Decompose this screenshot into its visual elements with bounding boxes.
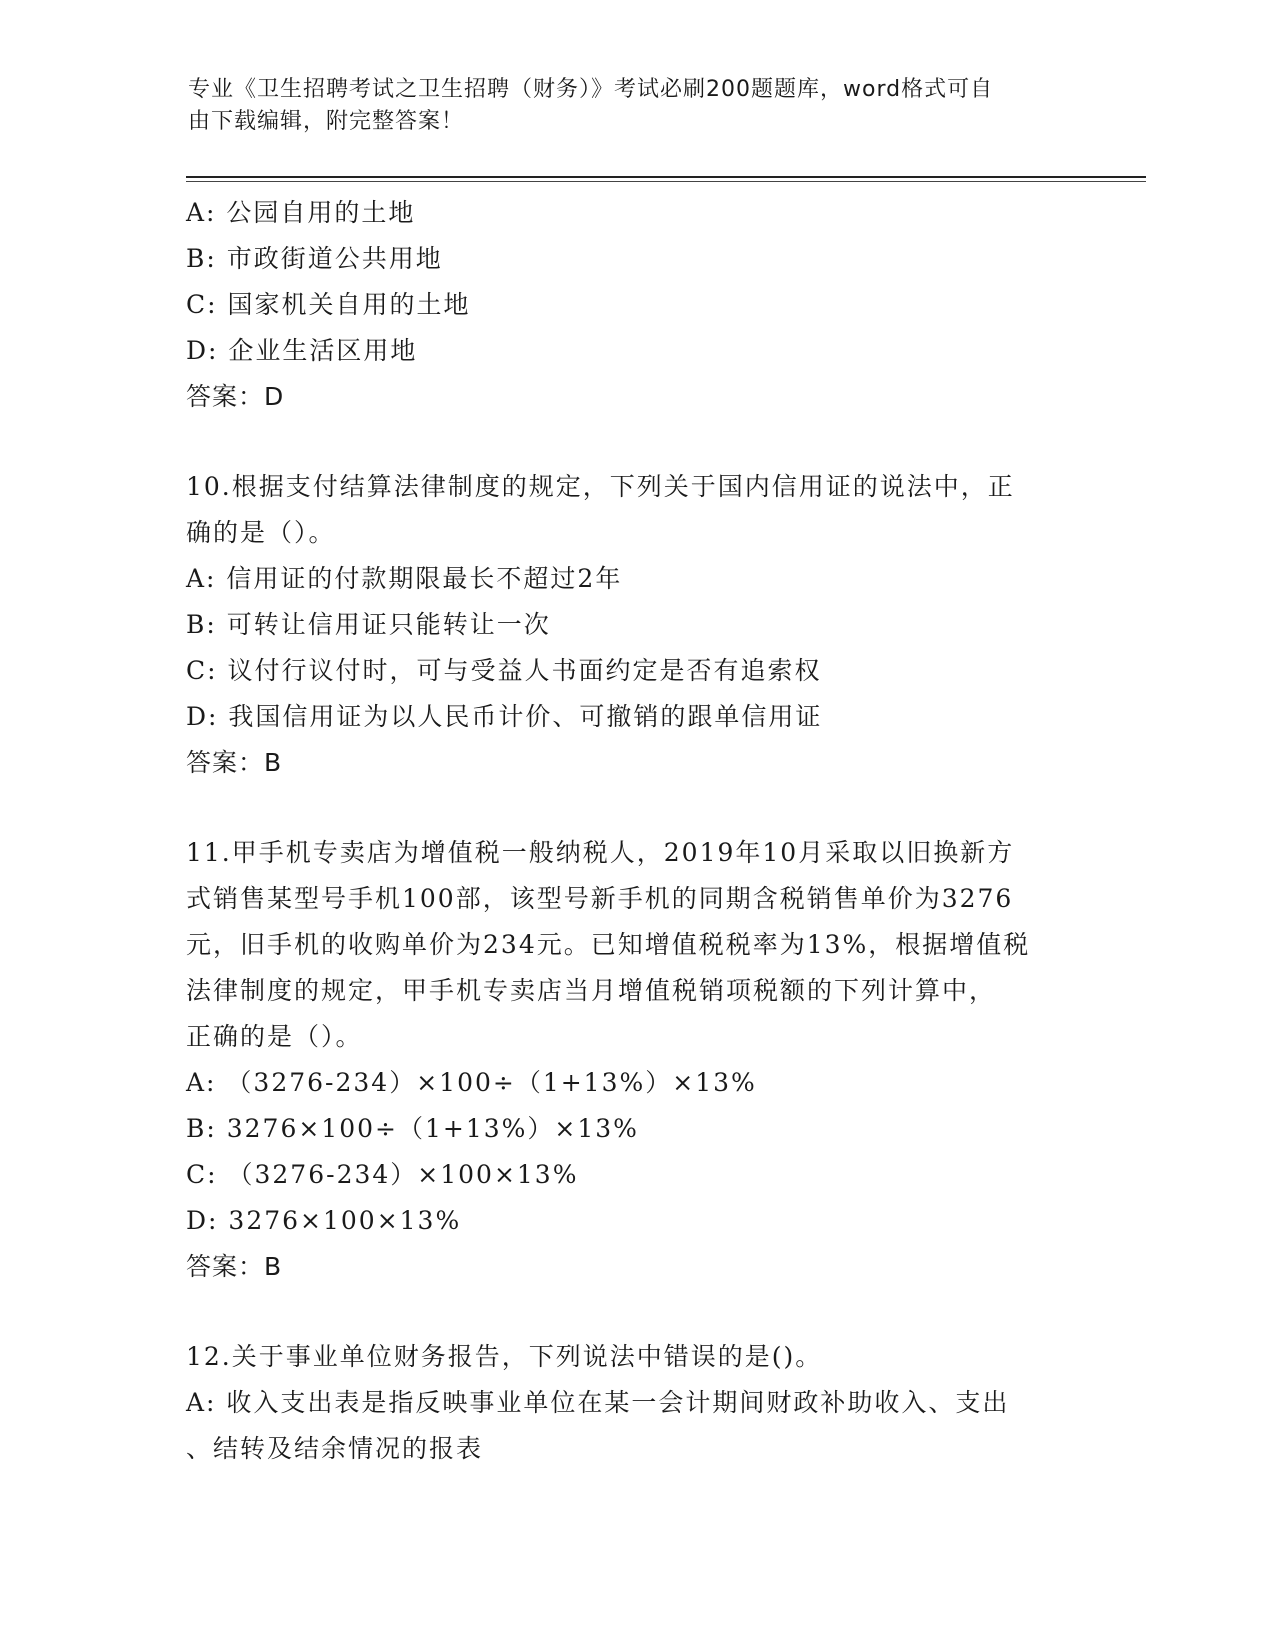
option-a-continued: 、结转及结余情况的报表	[186, 1434, 484, 1463]
option-b: B: 市政街道公共用地	[186, 244, 443, 273]
question-stem-line: 确的是（）。	[186, 518, 336, 547]
question-stem-line: 元，旧手机的收购单价为234元。已知增值税税率为13%，根据增值税	[186, 930, 1031, 959]
spacer	[186, 420, 1086, 464]
answer-label: 答案：B	[186, 1252, 283, 1281]
question-stem-line: 正确的是（）。	[186, 1022, 363, 1051]
header-divider-thick	[186, 176, 1146, 178]
option-d: D: 3276×100×13%	[186, 1206, 462, 1235]
answer-label: 答案：D	[186, 382, 285, 411]
option-a: A: 收入支出表是指反映事业单位在某一会计期间财政补助收入、支出	[186, 1388, 1010, 1417]
option-c: C: 议付行议付时，可与受益人书面约定是否有追索权	[186, 656, 822, 685]
option-c: C: 国家机关自用的土地	[186, 290, 471, 319]
question-stem-line: 12.关于事业单位财务报告，下列说法中错误的是()。	[186, 1342, 823, 1371]
question-stem-line: 式销售某型号手机100部，该型号新手机的同期含税销售单价为3276	[186, 884, 1014, 913]
option-a: A: 信用证的付款期限最长不超过2年	[186, 564, 623, 593]
spacer	[186, 786, 1086, 830]
header-line-1: 专业《卫生招聘考试之卫生招聘（财务）》考试必刷200题题库，word格式可自	[188, 77, 994, 102]
option-d: D: 我国信用证为以人民币计价、可撤销的跟单信用证	[186, 702, 823, 731]
option-c: C: （3276-234）×100×13%	[186, 1160, 579, 1189]
option-d: D: 企业生活区用地	[186, 336, 418, 365]
option-a: A: （3276-234）×100÷（1+13%）×13%	[186, 1068, 757, 1097]
option-b: B: 可转让信用证只能转让一次	[186, 610, 551, 639]
question-9	[186, 190, 1086, 420]
question-12	[186, 1334, 1086, 1472]
option-b: B: 3276×100÷（1+13%）×13%	[186, 1114, 639, 1143]
header-line-2: 由下载编辑，附完整答案！	[188, 109, 465, 134]
header-divider-thin	[186, 181, 1146, 182]
option-a: A: 公园自用的土地	[186, 198, 416, 227]
answer-label: 答案：B	[186, 748, 283, 777]
question-11	[186, 830, 1086, 1290]
spacer	[186, 1290, 1086, 1334]
question-stem-line: 10.根据支付结算法律制度的规定，下列关于国内信用证的说法中，正	[186, 472, 1015, 501]
question-stem-line: 法律制度的规定，甲手机专卖店当月增值税销项税额的下列计算中，	[186, 976, 997, 1005]
question-10	[186, 464, 1086, 786]
question-content	[186, 190, 1086, 1472]
question-stem-line: 11.甲手机专卖店为增值税一般纳税人，2019年10月采取以旧换新方	[186, 838, 1015, 867]
document-header	[188, 74, 1068, 138]
